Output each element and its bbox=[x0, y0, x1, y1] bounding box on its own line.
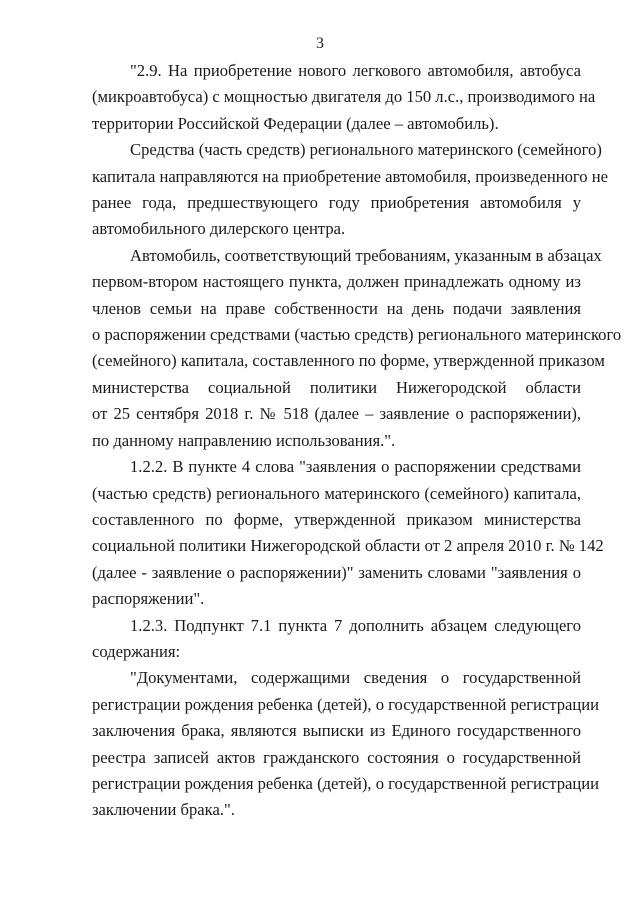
text-line: содержания: bbox=[92, 641, 181, 661]
text-line: от 25 сентября 2018 г. № 518 (далее – заявление о распоряжении), bbox=[92, 404, 581, 424]
text-line: членов семьи на праве собственности на день подачи заявления bbox=[92, 298, 581, 318]
text-line: реестра записей актов гражданского состояния о государственной bbox=[92, 747, 581, 767]
text-line: министерства социальной политики Нижегородской области bbox=[92, 377, 581, 397]
text-line: (микроавтобуса) с мощностью двигателя до 150 л.с., производимого на bbox=[92, 87, 596, 107]
text-line: 1.2.2. В пункте 4 слова "заявления о распоряжении средствами bbox=[130, 457, 581, 477]
paragraph-vehicle-ownership bbox=[92, 243, 622, 454]
text-line: капитала направляются на приобретение автомобиля, произведенного не bbox=[92, 166, 608, 186]
text-line: "Документами, содержащими сведения о государственной bbox=[130, 668, 581, 688]
text-line: 1.2.3. Подпункт 7.1 пункта 7 дополнить абзацем следующего bbox=[130, 615, 581, 635]
text-line: заключения брака, являются выписки из Единого государственного bbox=[92, 721, 581, 741]
text-line: регистрации рождения ребенка (детей), о государственной регистрации bbox=[92, 773, 600, 793]
text-line: заключении брака.". bbox=[92, 800, 235, 820]
text-line: составленного по форме, утвержденной приказом министерства bbox=[92, 509, 581, 529]
text-line: социальной политики Нижегородской области от 2 апреля 2010 г. № 142 bbox=[92, 536, 604, 556]
text-line: Средства (часть средств) регионального материнского (семейного) bbox=[130, 140, 602, 160]
text-line: первом-втором настоящего пункта, должен принадлежать одному из bbox=[92, 272, 581, 292]
text-line: (семейного) капитала, составленного по форме, утвержденной приказом bbox=[92, 351, 605, 371]
page-number: 3 bbox=[316, 35, 324, 52]
text-line: по данному направлению использования.". bbox=[92, 430, 396, 450]
text-line: территории Российской Федерации (далее – автомобиль). bbox=[92, 113, 499, 133]
text-line: (частью средств) регионального материнского (семейного) капитала, bbox=[92, 483, 581, 503]
paragraph-funds-direction bbox=[92, 137, 608, 243]
document-body bbox=[92, 58, 622, 824]
text-line: автомобильного дилерского центра. bbox=[92, 219, 346, 239]
paragraph-documents-definition bbox=[92, 665, 600, 823]
text-line: Автомобиль, соответствующий требованиям, указанным в абзацах bbox=[130, 245, 602, 265]
text-line: распоряжении". bbox=[92, 589, 205, 609]
text-line: регистрации рождения ребенка (детей), о государственной регистрации bbox=[92, 694, 600, 714]
text-line: (далее - заявление о распоряжении)" заменить словами "заявления о bbox=[92, 562, 581, 582]
paragraph-1-2-3 bbox=[92, 613, 581, 666]
text-line: о распоряжении средствами (частью средств) регионального материнского bbox=[92, 325, 622, 345]
text-line: "2.9. На приобретение нового легкового автомобиля, автобуса bbox=[130, 61, 581, 80]
paragraph-2-9 bbox=[92, 58, 596, 137]
text-line: ранее года, предшествующего году приобретения автомобиля у bbox=[92, 193, 581, 213]
paragraph-1-2-2 bbox=[92, 454, 604, 612]
